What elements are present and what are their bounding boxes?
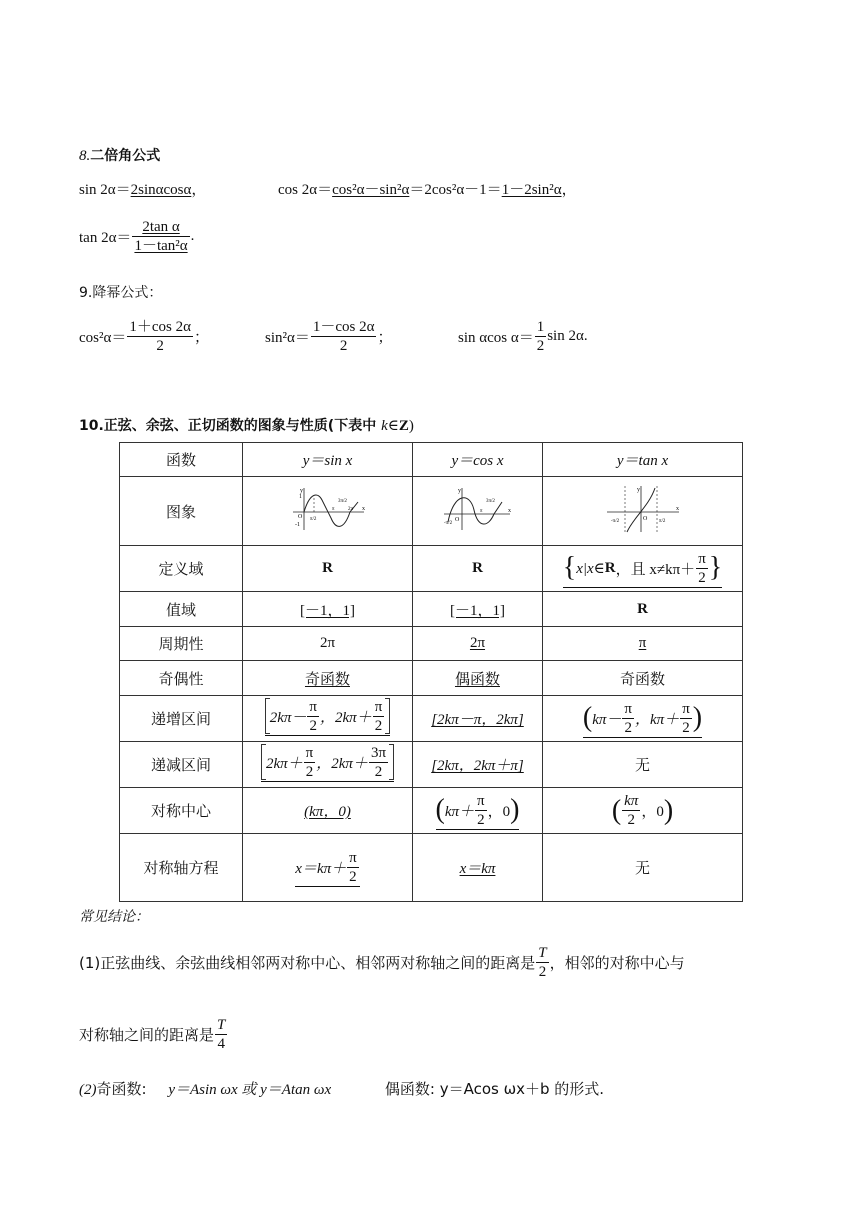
svg-text:O: O	[642, 515, 647, 522]
row-label-increasing: 递增区间	[120, 696, 243, 742]
inc-sin: 2kπ－ $\frac{\pi}{2}$ ，2kπ＋ $\frac{\pi}{2}$	[243, 696, 413, 742]
svg-text:π: π	[331, 506, 335, 512]
table-row	[120, 592, 743, 627]
row-label-parity: 奇偶性	[120, 661, 243, 696]
table-row	[120, 627, 743, 661]
cos-graph-icon	[442, 484, 514, 534]
sin2-reduction: sin²α＝ $\frac{1-\cos 2\alpha}{2}$ ；	[265, 319, 393, 354]
axis-tan: 无	[543, 834, 743, 902]
svg-text:1: 1	[298, 493, 302, 500]
dec-cos: [2kπ，2kπ＋π]	[413, 742, 543, 788]
conclusion-2: (2)奇函数: y＝Asin ωx 或 y＝Atan ωx 偶函数: y＝Acos ωx＋b 的形式.	[79, 1080, 605, 1098]
tan-graph-cell	[543, 477, 743, 546]
conclusion-1-line-1: (1)正弦曲线、余弦曲线相邻两对称中心、相邻两对称轴之间的距离是 $\frac{T}{2}$ ，相邻的对称中心与	[79, 945, 685, 980]
conclusion-1-line-2: 对称轴之间的距离是 $\frac{T}{4}$	[79, 1017, 226, 1052]
parity-tan: 奇函数	[543, 661, 743, 696]
center-sin: (kπ，0)	[243, 788, 413, 834]
table-row	[120, 788, 743, 834]
table-row	[120, 696, 743, 742]
period-sin: 2π	[243, 627, 413, 661]
range-sin: [－1，1]	[243, 592, 413, 627]
tan2a-formula: tan 2α＝ $\frac{\text{2tan α}}{\text{1－tan²α}}$ .	[79, 219, 195, 254]
section-9-title: 9.降幂公式：	[79, 285, 163, 301]
sincos-reduction: sin αcos α＝ $\frac{1}{2}$ sin 2α.	[458, 319, 588, 354]
center-cos: ( kπ＋ $\frac{\pi}{2}$ ，0 )	[413, 788, 543, 834]
row-label-graph: 图象	[120, 477, 243, 546]
sin-graph-cell	[243, 477, 413, 546]
section-10-title: 10.正弦、余弦、正切函数的图象与性质(下表中 k∈Z)	[79, 418, 414, 434]
row-label-axis: 对称轴方程	[120, 834, 243, 902]
domain-sin: R	[243, 546, 413, 592]
conclusions-title: 常见结论：	[79, 909, 149, 925]
row-label-center: 对称中心	[120, 788, 243, 834]
sin2a-formula: sin 2α＝2sinαcosα，	[79, 182, 207, 198]
trig-properties-table	[119, 442, 743, 902]
header-function: 函数	[120, 443, 243, 477]
table-row	[120, 443, 743, 477]
svg-text:y: y	[636, 486, 640, 493]
dec-sin: 2kπ＋ $\frac{\pi}{2}$ ，2kπ＋ $\frac{3\pi}{2}$	[243, 742, 413, 788]
range-tan: R	[543, 592, 743, 627]
row-label-decreasing: 递减区间	[120, 742, 243, 788]
svg-text:π/2: π/2	[309, 516, 316, 522]
svg-text:π/2: π/2	[658, 518, 665, 524]
row-label-domain: 定义域	[120, 546, 243, 592]
svg-text:3π/2: 3π/2	[337, 498, 347, 504]
axis-cos: x＝kπ	[413, 834, 543, 902]
cos-graph-cell	[413, 477, 543, 546]
svg-text:O: O	[297, 513, 302, 520]
center-tan: ( $\frac{k\pi}{2}$ ，0 )	[543, 788, 743, 834]
svg-text:-1: -1	[294, 521, 300, 528]
svg-text:O: O	[454, 516, 459, 523]
row-label-period: 周期性	[120, 627, 243, 661]
parity-sin: 奇函数	[243, 661, 413, 696]
axis-sin: x＝kπ＋ $\frac{\pi}{2}$	[243, 834, 413, 902]
table-row	[120, 546, 743, 592]
svg-text:x: x	[361, 505, 365, 512]
table-row	[120, 661, 743, 696]
inc-cos: [2kπ－π，2kπ]	[413, 696, 543, 742]
cos2a-formula: cos 2α＝cos²α－sin²α＝2cos²α－1＝1－2sin²α，	[278, 182, 577, 198]
parity-cos: 偶函数	[413, 661, 543, 696]
range-cos: [－1，1]	[413, 592, 543, 627]
svg-text:y: y	[299, 487, 303, 494]
svg-text:-π/2: -π/2	[443, 520, 452, 526]
svg-text:x: x	[675, 505, 679, 512]
table-row	[120, 742, 743, 788]
svg-text:3π/2: 3π/2	[485, 498, 495, 504]
header-cos: y＝cos x	[413, 443, 543, 477]
table-row	[120, 477, 743, 546]
dec-tan: 无	[543, 742, 743, 788]
header-tan: y＝tan x	[543, 443, 743, 477]
header-sin: y＝sin x	[243, 443, 413, 477]
period-cos: 2π	[413, 627, 543, 661]
svg-text:2π: 2π	[347, 506, 353, 512]
inc-tan: ( kπ－ $\frac{\pi}{2}$ ，kπ＋ $\frac{\pi}{2}$ )	[543, 696, 743, 742]
sin-graph-icon	[288, 484, 368, 534]
tan-graph-icon	[603, 484, 683, 534]
domain-cos: R	[413, 546, 543, 592]
svg-text:x: x	[507, 507, 511, 514]
period-tan: π	[543, 627, 743, 661]
domain-tan: { x|x∈ R ，且 x≠kπ＋ $\frac{\pi}{2}$ }	[543, 546, 743, 592]
svg-text:y: y	[457, 487, 461, 494]
cos2-reduction: cos²α＝ $\frac{1+\cos 2\alpha}{2}$ ；	[79, 319, 209, 354]
svg-text:-π/2: -π/2	[610, 518, 619, 524]
svg-text:π: π	[479, 508, 483, 514]
table-row	[120, 834, 743, 902]
tan2a-fraction: $\frac{\text{2tan α}}{\text{1－tan²α}}$	[134, 219, 188, 254]
section-8-title: 8.二倍角公式	[79, 148, 161, 164]
row-label-range: 值域	[120, 592, 243, 627]
